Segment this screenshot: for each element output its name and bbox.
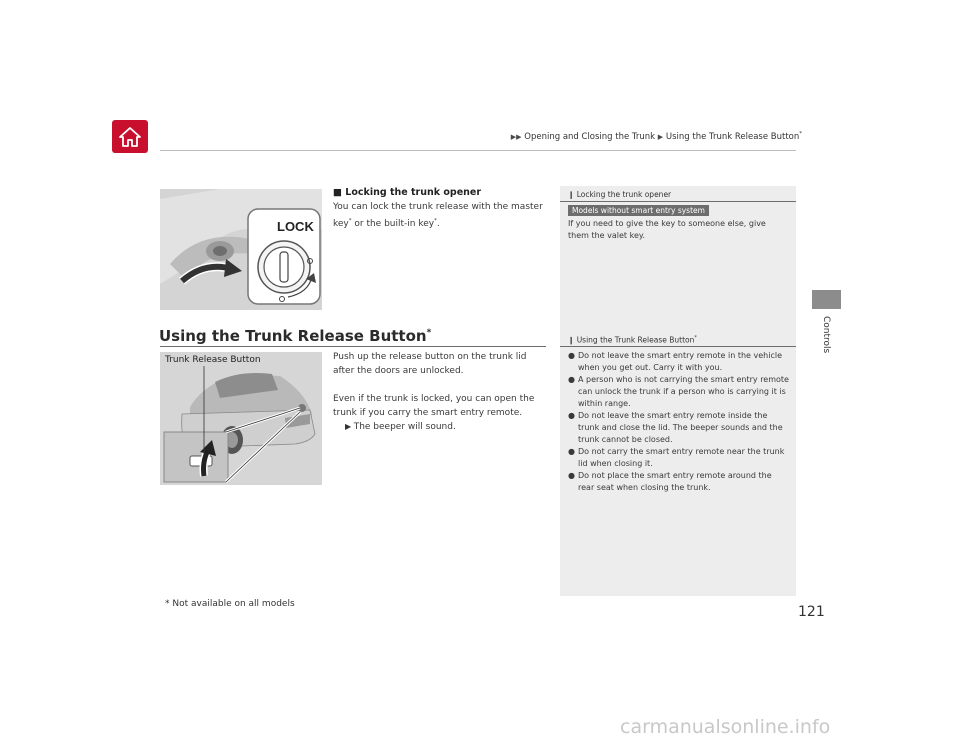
- note-release-divider: [560, 346, 796, 347]
- note-ref-icon: ❙: [568, 335, 575, 345]
- locking-body: You can lock the trunk release with the master key* or the built-in key*.: [333, 202, 543, 229]
- home-icon: [118, 126, 142, 148]
- trunk-release-illustration: [160, 352, 322, 485]
- note-release-list: [568, 350, 790, 494]
- note-locking-divider: [560, 201, 796, 202]
- model-badge: Models without smart entry system: [568, 205, 709, 216]
- list-item: ● Do not leave the smart entry remote in the vehicle when you get out. Carry it with you.: [568, 351, 783, 372]
- breadcrumb-arrow-icon: ▶: [657, 132, 664, 141]
- breadcrumb: [511, 131, 802, 142]
- bullet-icon: ●: [568, 351, 575, 360]
- bullet-icon: ●: [568, 447, 575, 456]
- list-item: ● A person who is not carrying the smart entry remote can unlock the trunk if a person who is carrying it is within range.: [568, 375, 789, 408]
- footnote: * Not available on all models: [165, 599, 295, 609]
- trunk-release-callout: Trunk Release Button: [165, 355, 261, 365]
- locking-heading: ■ Locking the trunk opener: [333, 187, 482, 198]
- release-para-3: ▶ The beeper will sound.: [345, 422, 456, 432]
- note-ref-icon: ❙: [568, 190, 575, 199]
- watermark: carmanualsonline.info: [620, 716, 831, 738]
- section-title: Using the Trunk Release Button*: [159, 327, 432, 345]
- bullet-icon: ●: [568, 471, 575, 480]
- header-divider: [160, 150, 796, 151]
- release-para-2: Even if the trunk is locked, you can open the trunk if you carry the smart entry remote.: [333, 394, 535, 418]
- note-locking-text: If you need to give the key to someone else, give them the valet key.: [568, 219, 766, 240]
- lock-label: LOCK: [277, 219, 314, 234]
- list-item: ● Do not carry the smart entry remote near the trunk lid when closing it.: [568, 447, 785, 468]
- breadcrumb-current: Using the Trunk Release Button: [665, 131, 800, 142]
- note-release-title: ❙ Using the Trunk Release Button*: [568, 335, 697, 345]
- breadcrumb-arrow-icon: ▶▶: [510, 132, 522, 141]
- list-item: ● Do not place the smart entry remote around the rear seat when closing the trunk.: [568, 471, 772, 492]
- chapter-tab-marker[interactable]: [812, 290, 841, 309]
- trunk-lock-illustration: [160, 189, 322, 310]
- note-locking-title: ❙ Locking the trunk opener: [568, 190, 672, 199]
- release-para-1: Push up the release button on the trunk lid after the doors are unlocked.: [333, 352, 527, 376]
- list-item: ● Do not leave the smart entry remote inside the trunk and close the lid. The beeper sounds and the trunk cannot be closed.: [568, 411, 783, 444]
- section-divider: [160, 346, 546, 347]
- breadcrumb-link-trunk[interactable]: Opening and Closing the Trunk: [524, 131, 656, 142]
- home-button[interactable]: [112, 120, 148, 153]
- asterisk-mark: *: [799, 131, 802, 137]
- bullet-icon: ●: [568, 411, 575, 420]
- page-number: 121: [798, 604, 825, 620]
- chapter-tab-label[interactable]: Controls: [821, 316, 831, 354]
- bullet-icon: ●: [568, 375, 575, 384]
- result-arrow-icon: ▶: [345, 422, 354, 431]
